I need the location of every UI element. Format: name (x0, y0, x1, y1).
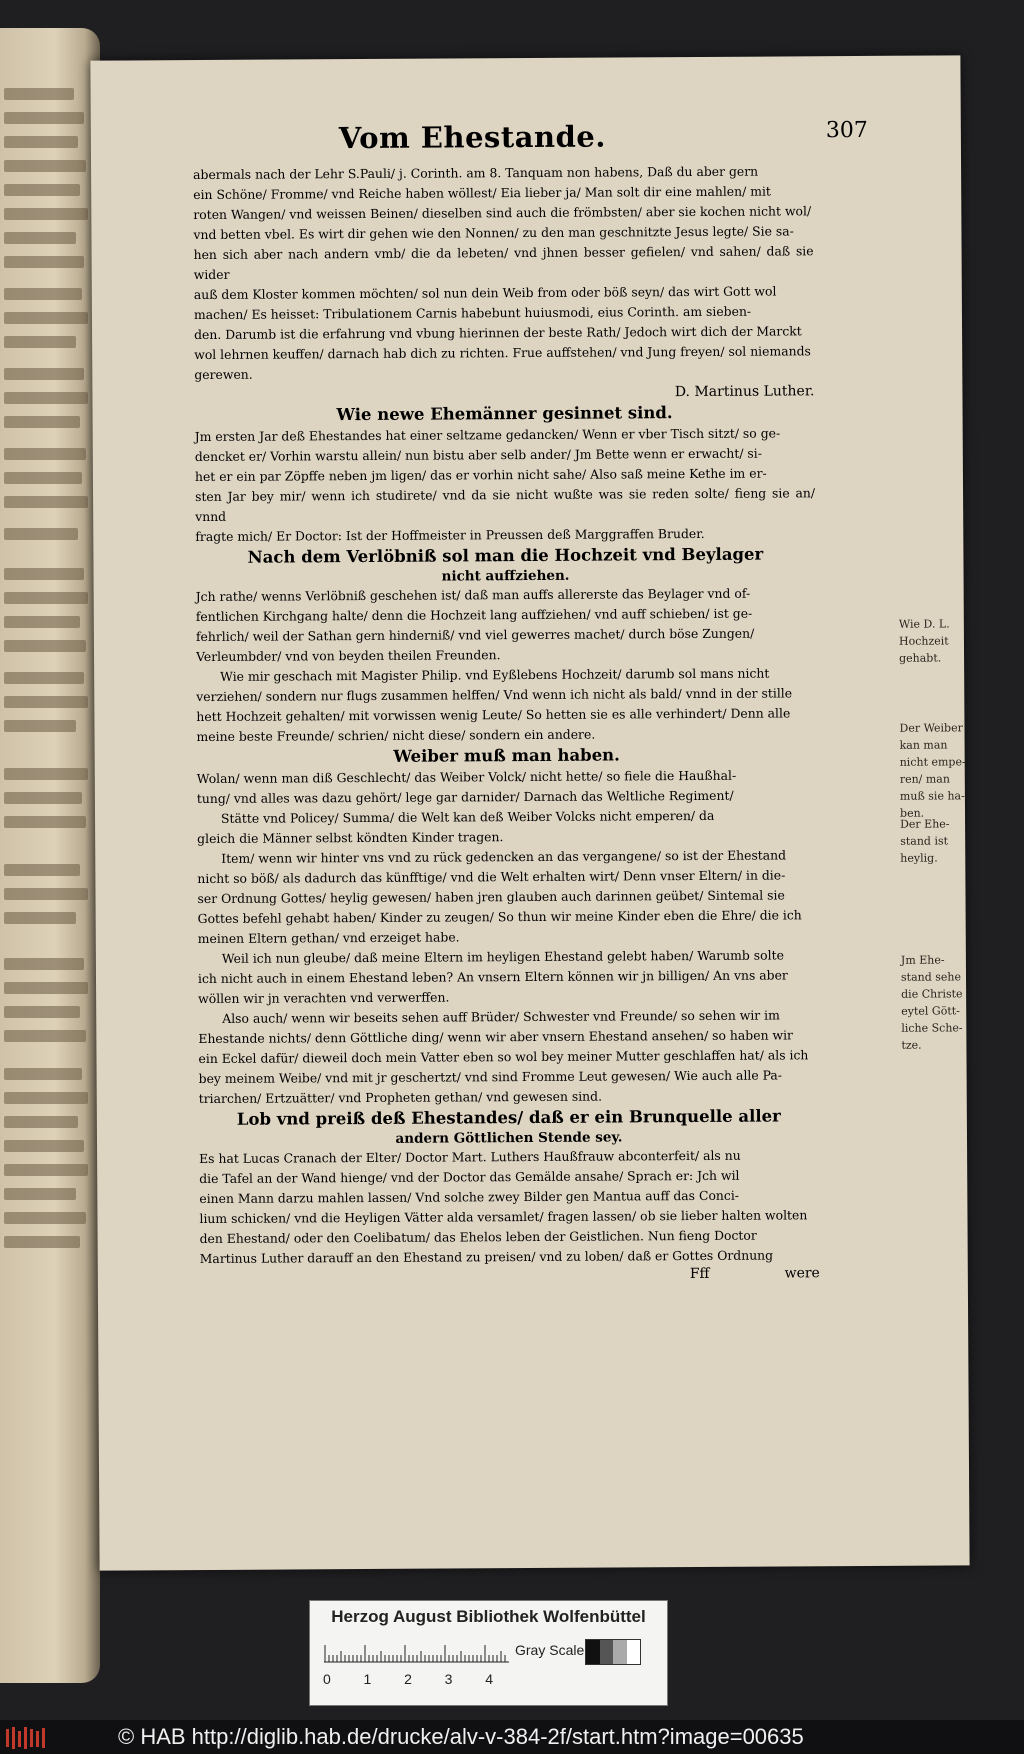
text-line: Stätte vnd Policey/ Summa/ die Welt kan deß Weiber Volcks nicht emperen/ da (220, 807, 715, 826)
text-line: fehrlich/ weil der Sathan gern hinderniß/ vnd viel gewerres machet/ durch böse Zungen/ (195, 625, 755, 645)
passage-3 (196, 583, 817, 747)
text-line: vnd betten vbel. Es wirt dir gehen wie den Nonnen/ zu den man geschnitzte Jesus legte/ Sie sa- (193, 223, 794, 243)
ruler-number: 1 (363, 1671, 372, 1687)
gray-scale-label: Gray Scale (515, 1642, 585, 1658)
facing-page-edge (0, 28, 100, 1683)
gray-swatch (627, 1640, 641, 1664)
text-line: sten Jar bey mir/ wenn ich studirete/ vnd da sie nicht wußte was sie reden solte/ fieng sie an/ vnnd (195, 485, 816, 525)
text-line: tung/ vnd alles was dazu gehört/ lege gar darnider/ Darnach das Weltliche Regiment/ (196, 787, 734, 807)
text-line: Wolan/ wenn man diß Geschlecht/ das Weiber Volck/ nicht hette/ so fiele die Haußhal- (196, 767, 737, 787)
text-line: fragte mich/ Er Doctor: Ist der Hoffmeister in Preussen deß Marggraffen Bruder. (195, 525, 705, 545)
text-line: Also auch/ wenn wir beseits sehen auff Brüder/ Schwester vnd Freunde/ so sehen wir im (222, 1007, 780, 1026)
color-calibration-bar (309, 1600, 668, 1706)
ruler-scale (324, 1641, 509, 1663)
catchword: were (784, 1265, 820, 1282)
text-line: nicht so böß/ als dadurch das künfftige/ vnd die Welt erhalten wirt/ Denn vnser Eltern/ in die- (197, 867, 786, 887)
text-line: Item/ wenn wir hinter vns vnd zu rück gedencken an das vergangene/ so ist der Ehestand (221, 847, 787, 866)
margin-note: Jm Ehe- stand sehe die Christe eytel Gött- liche Sche- tze. (900, 953, 963, 1052)
section-heading-1: Wie newe Ehemänner gesinnet sind. (336, 403, 673, 425)
section-heading-3: Weiber muß man haben. (393, 745, 620, 766)
ruler-numbers (323, 1671, 493, 1687)
ruler-number: 4 (485, 1671, 493, 1687)
text-line: den. Darumb ist die erfahrung vnd vbung hierinnen der beste Rath/ Jedoch wirt dich der Marckt (194, 323, 802, 343)
text-line: einen Mann darzu mahlen lassen/ Vnd solche zwey Bilder gen Mantua auff das Conci- (199, 1187, 739, 1207)
section-heading-2-cont: nicht auffziehen. (441, 567, 570, 585)
text-line: triarchen/ Ertzuätter/ vnd Propheten gethan/ vnd gewesen sind. (198, 1088, 603, 1107)
passage-5 (199, 1145, 820, 1269)
page-number: 307 (825, 117, 868, 144)
text-line: die Tafel an der Wand hienge/ vnd der Doctor das Gemälde ansahe/ Sprach er: Jch wil (199, 1167, 740, 1187)
text-line: Wie mir geschach mit Magister Philip. vnd Eyßlebens Hochzeit/ darumb sol mans nicht (220, 665, 770, 684)
passage-2 (195, 423, 816, 547)
text-line: Gottes befehl gehabt haben/ Kinder zu zeugen/ So thun wir meine Kinder eben die Ehre/ die ich (197, 907, 802, 927)
section-heading-2: Nach dem Verlöbniß sol man die Hochzeit vnd Beylager (247, 544, 764, 567)
ruler-number: 0 (323, 1671, 331, 1687)
text-line: auß dem Kloster kommen möchten/ sol nun dein Weib from oder böß seyn/ das wirt Gott wol (193, 283, 777, 303)
text-line: fentlichen Kirchgang halte/ denn die Hochzeit lang auffziehen/ vnd auff schieben/ ist ge- (195, 605, 753, 625)
ruler-number: 3 (444, 1671, 453, 1687)
credit-url[interactable]: © HAB http://diglib.hab.de/drucke/alv-v-384-2f/start.htm?image=00635 (118, 1724, 804, 1749)
institution-name: Herzog August Bibliothek Wolfenbüttel (331, 1607, 646, 1626)
margin-note: Der Ehe- stand ist heylig. (900, 817, 950, 865)
text-line: lium schicken/ vnd die Heyligen Vätter alda versamlet/ fragen lassen/ ob sie lieber halten wolten (199, 1207, 808, 1227)
gray-swatch (600, 1640, 614, 1664)
text-line: Verleumbder/ vnd von beyden theilen Freunden. (195, 647, 501, 665)
text-line: roten Wangen/ vnd weissen Beinen/ dieselben sind auch die frömbsten/ aber sie kochen nicht wol/ (193, 203, 812, 223)
text-line: Jch rathe/ wenns Verlöbniß geschehen ist/ daß man auffs allererste das Beylager vnd of- (195, 585, 751, 605)
gray-swatch (586, 1640, 600, 1664)
margin-note: Der Weiber kan man nicht empe- ren/ man muß sie ha- ben. (899, 721, 966, 820)
text-line: dencket er/ Vorhin warstu allein/ nun bistu aber selb ander/ Jm Bette wenn er erwacht/ si- (194, 445, 762, 465)
signature: D. Martinus Luther. (674, 383, 815, 401)
text-line: gerewen. (194, 366, 253, 383)
text-line: Ehestande nichts/ denn Göttliche ding/ wenn wir aber vnsern Ehestand ansehen/ so haben wir (198, 1027, 793, 1047)
ruler-number: 2 (404, 1671, 412, 1687)
text-line: hen sich aber nach andern vmb/ die da lebeten/ vnd jhnen besser gefielen/ vnd sahen/ daß sie wider (193, 243, 814, 283)
text-line: ein Schöne/ Fromme/ vnd Reiche haben wöllest/ Eia lieber ja/ Man solt dir eine mahlen/ mit (193, 183, 771, 203)
text-line: Martinus Luther darauff an den Ehestand zu preisen/ vnd zu loben/ daß er Gottes Ordnung (199, 1247, 774, 1267)
margin-note: Wie D. L. Hochzeit gehabt. (898, 617, 950, 665)
section-heading-4-cont: andern Göttlichen Stende sey. (395, 1129, 623, 1147)
text-line: ich nicht auch in einem Ehestand leben? An vnsern Eltern können wir jn billigen/ An vns aber (197, 967, 788, 987)
text-line: verziehen/ sondern nur flugs zusammen helffen/ Vnd wenn ich nicht als bald/ vnnd in der stille (196, 685, 793, 705)
text-line: bey meinem Weibe/ vnd mit jr geschertzt/ vnd sind Fromme Leut gewesen/ Wie auch alle Pa- (198, 1067, 783, 1087)
text-line: machen/ Es heisset: Tribulationem Carnis habebunt huiusmodi, eius Corinth. am sieben- (193, 303, 752, 323)
text-line: ein Eckel dafür/ dieweil doch mein Vatter eben so wol bey meiner Mutter geschlaffen hat/ als ich (198, 1047, 809, 1067)
text-line: den Ehestand/ oder den Coelibatum/ das Ehelos leben der Geistlichen. Nun fieng Doctor (199, 1227, 757, 1247)
text-line: abermals nach der Lehr S.Pauli/ j. Corinth. am 8. Tanquam non habens, Daß du aber gern (193, 163, 759, 183)
text-line: Es hat Lucas Cranach der Elter/ Doctor Mart. Luthers Haußfrauw abconterfeit/ als nu (199, 1147, 741, 1167)
passage-4 (197, 765, 819, 1109)
page-body (193, 161, 820, 1287)
gray-swatch (613, 1640, 627, 1664)
book-page (90, 55, 969, 1570)
running-head: Vom Ehestande. (338, 119, 607, 156)
footer-bar (0, 1720, 1024, 1754)
hab-logo-icon (4, 1725, 48, 1751)
text-line: meine beste Freunde/ schrien/ nicht diese/ sondern ein andere. (196, 726, 596, 745)
text-line: meinen Eltern gethan/ vnd erzeiget habe. (197, 929, 460, 947)
text-line: Weil ich nun gleube/ daß meine Eltern im heyligen Ehestand gelebt haben/ Warumb solte (221, 947, 784, 966)
gray-scale-swatches (585, 1639, 641, 1665)
text-line: Jm ersten Jar deß Ehestandes hat einer seltzame gedancken/ Wenn er vber Tisch sitzt/ so ge- (194, 425, 781, 445)
text-line: gleich die Männer selbst köndten Kinder tragen. (197, 829, 504, 847)
text-line: ser Ordnung Gottes/ heylig gewesen/ haben jren glauben auch darinnen geübet/ Sintemal sie (197, 887, 785, 907)
text-line: het er ein par Zöpffe neben jm ligen/ das er vorhin nicht sahe/ Also saß meine Kethe im er- (194, 465, 767, 485)
section-heading-4: Lob vnd preiß deß Ehestandes/ daß er ein Brunquelle aller (236, 1106, 781, 1129)
passage-1 (193, 161, 814, 385)
text-line: wöllen wir jn verachten vnd verwerffen. (198, 989, 450, 1007)
text-line: wol lehrnen keuffen/ darnach hab dich zu richten. Frue auffstehen/ vnd Jung freyen/ sol niemands (194, 343, 811, 363)
signature-mark: Fff (689, 1265, 710, 1283)
text-line: hett Hochzeit gehalten/ mit vorwissen wenig Leute/ So hetten sie es alle verhindert/ Denn alle (196, 705, 791, 725)
